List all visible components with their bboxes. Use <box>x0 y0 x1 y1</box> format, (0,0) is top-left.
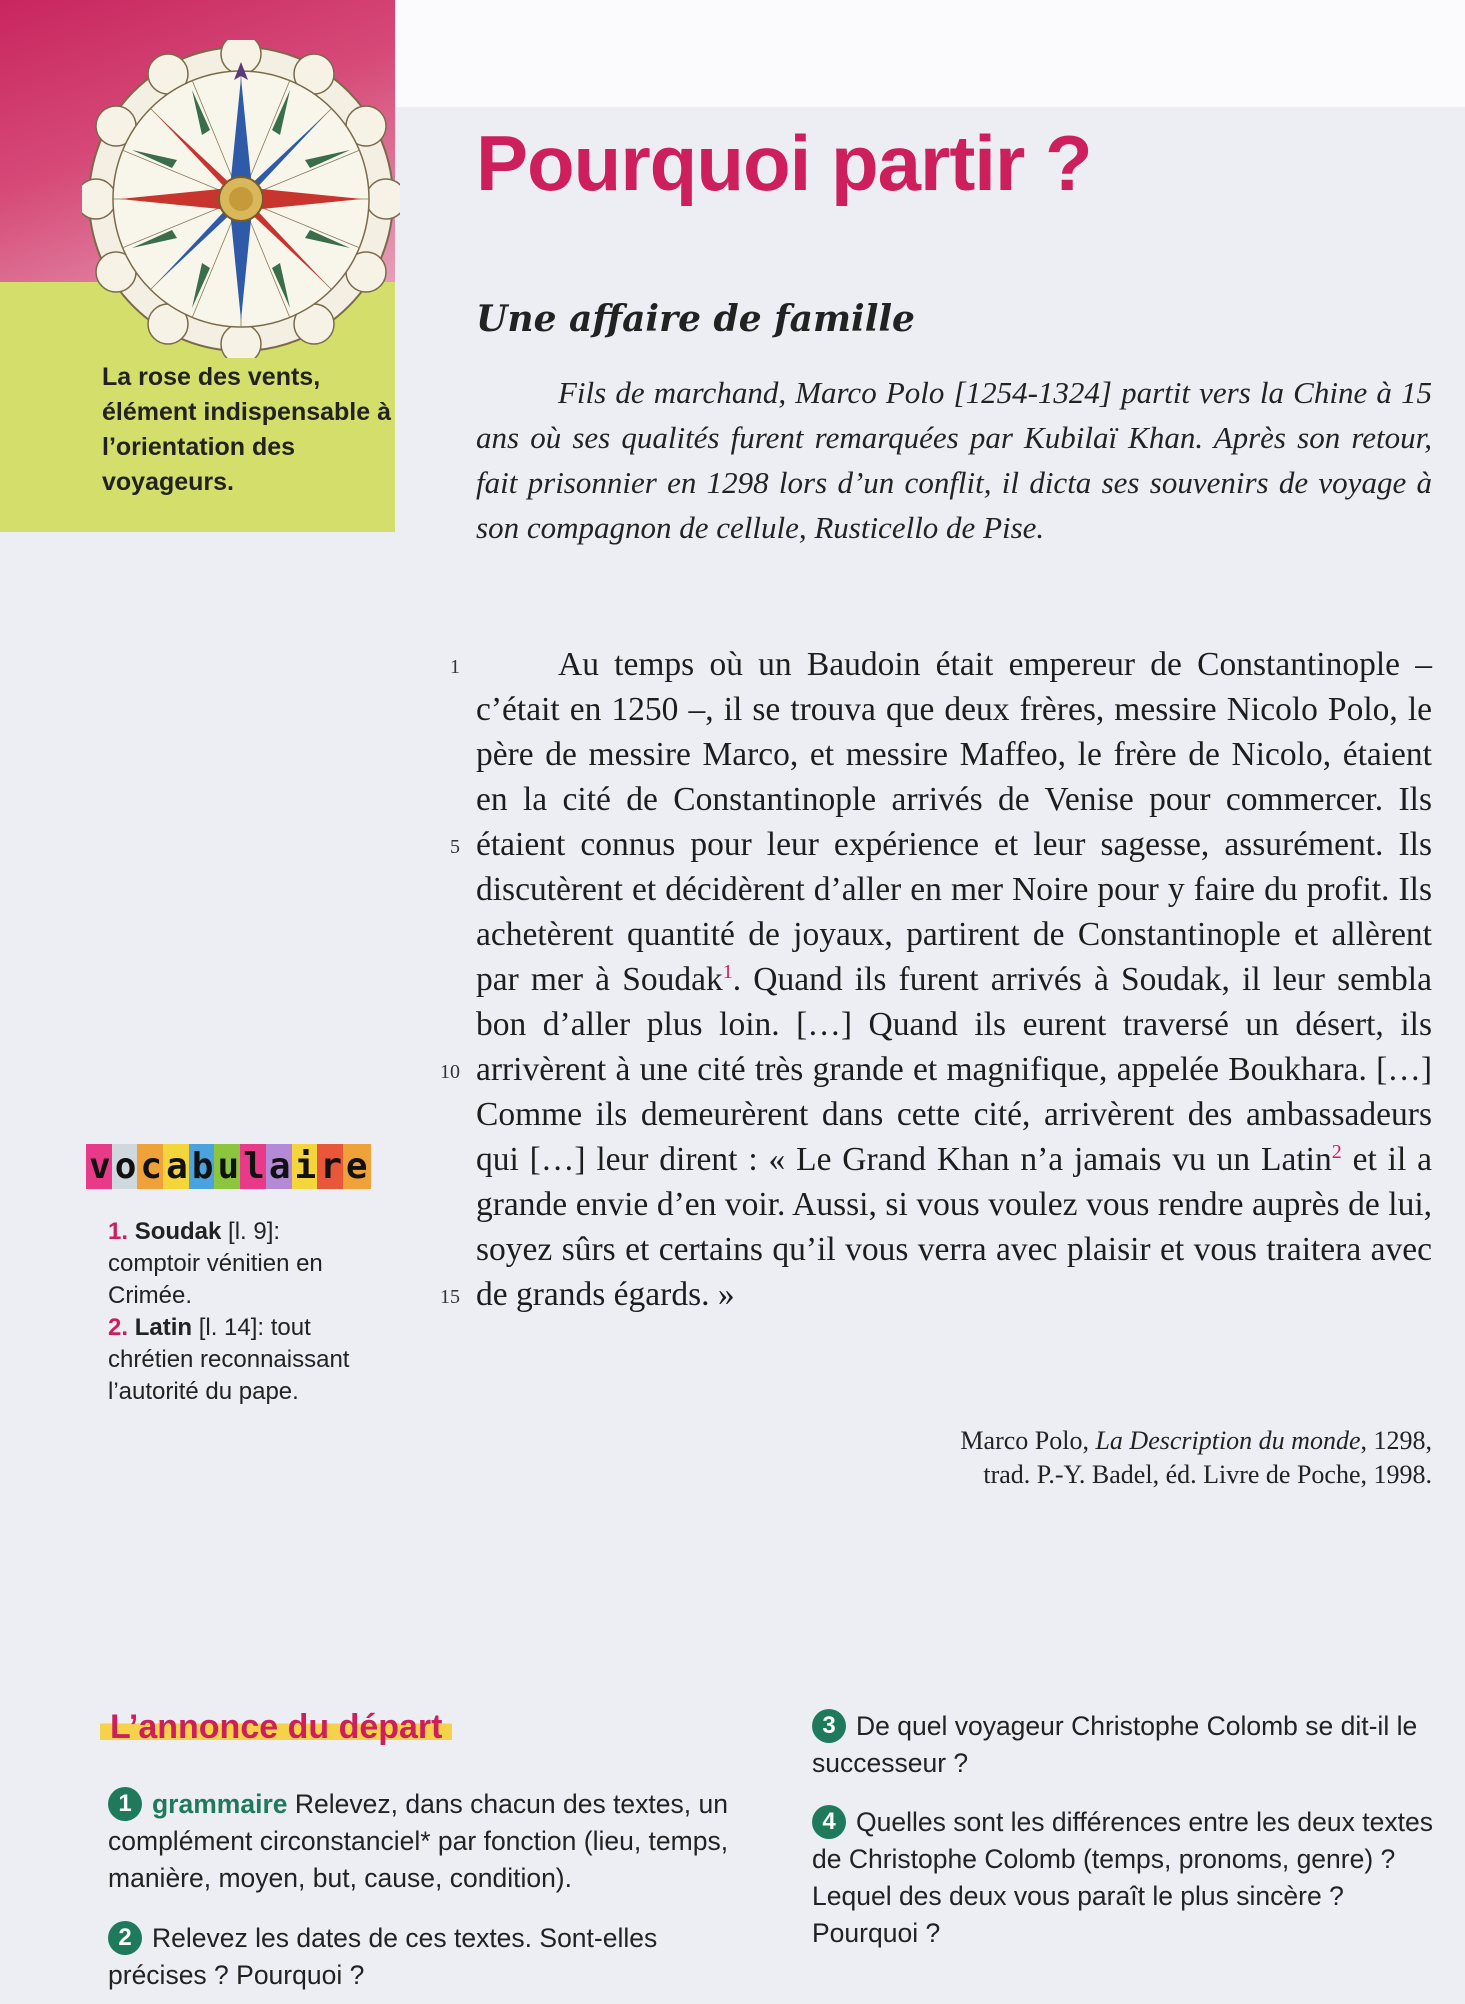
section-title: Une affaire de famille <box>476 298 915 340</box>
footnote-ref: 1 <box>722 960 733 983</box>
line-number: 1 <box>450 656 460 678</box>
question-label: grammaire <box>152 1789 288 1819</box>
line-number: 10 <box>440 1061 460 1083</box>
excerpt-text <box>476 642 1432 1317</box>
question-text: Relevez les dates de ces textes. Sont-elles précises ? Pourquoi ? <box>108 1923 658 1990</box>
vocabulary-title-letter: a <box>163 1144 191 1189</box>
footnote-ref: 2 <box>1331 1140 1342 1163</box>
line-number: 15 <box>440 1286 460 1308</box>
question-number-icon: 3 <box>812 1709 846 1743</box>
vocabulary-title-letter: r <box>317 1144 345 1189</box>
source-line2: trad. P.-Y. Badel, éd. Livre de Poche, 1998. <box>983 1460 1432 1489</box>
question-1 <box>108 1786 748 1897</box>
excerpt-part: Au temps où un Baudoin était empereur de Constantinople – c’était en 1250 –, il se trouva que deux frères, messire Nicolo Polo, le père de messire Marco, et messire Maffeo, le frère de Nicolo, étaient en la cité de Constantinople arrivés de Venise pour commercer. Ils étaient connus pour leur expérience et leur sagesse, assurément. Ils discutèrent et décidèrent d’aller en mer Noire pour y faire du profit. Ils achetèrent quantité de joyaux, partirent de Constantinople et allèrent par mer à Soudak <box>476 646 1432 998</box>
source-work: La Description du monde <box>1095 1426 1361 1455</box>
question-2 <box>108 1920 748 1994</box>
question-text: Relevez, dans chacun des textes, un complément circonstanciel* par fonction (lieu, temps, manière, moyen, but, cause, condition). <box>108 1789 729 1893</box>
source-citation <box>700 1424 1432 1492</box>
vocabulary-title-letter: l <box>240 1144 268 1189</box>
compass-caption: La rose des vents, élément indispensable à l’orientation des voyageurs. <box>102 363 391 496</box>
vocab-number: 1. <box>108 1218 129 1245</box>
compass-rose-illustration <box>82 40 400 358</box>
vocabulary-title <box>86 1140 369 1192</box>
excerpt-part: . Quand ils furent arrivés à Soudak, il leur sembla bon d’aller plus loin. […] Quand ils eurent traversé un désert, ils arrivèrent à une cité très grande et magnifique, appelée Boukhara. […] Comme ils demeurèrent dans cette cité, arrivèrent des ambassadeurs qui […] leur dirent : « Le Grand Khan n’a jamais vu un Latin <box>476 961 1432 1178</box>
questions-heading: L’annonce du départ <box>100 1708 452 1747</box>
question-3 <box>812 1708 1442 1782</box>
vocab-number: 2. <box>108 1314 129 1341</box>
vocabulary-title-letter: e <box>343 1144 371 1189</box>
intro-paragraph: Fils de marchand, Marco Polo [1254-1324] partit vers la Chine à 15 ans où ses qualités furent remarquées par Kubilaï Khan. Après son retour, fait prisonnier en 1298 lors d’un conflit, il dicta ses souvenirs de voyage à son compagnon de cellule, Rusticello de Pise. <box>476 375 1432 545</box>
question-4 <box>812 1804 1442 1952</box>
source-year: , 1298, <box>1360 1426 1432 1455</box>
question-text: Quelles sont les différences entre les deux textes de Christophe Colomb (temps, pronoms, genre) ? Lequel des deux vous paraît le plus sincère ? Pourquoi ? <box>812 1807 1433 1948</box>
vocabulary-title-letter: v <box>86 1144 114 1189</box>
vocab-term: Soudak <box>134 1218 222 1245</box>
vocabulary-title-letter: a <box>266 1144 294 1189</box>
vocabulary-item <box>108 1216 398 1312</box>
vocab-ref: [l. 9]: <box>228 1218 281 1245</box>
question-number-icon: 4 <box>812 1805 846 1839</box>
vocab-definition: comptoir vénitien en Crimée. <box>108 1250 323 1309</box>
vocab-ref: [l. 14]: <box>198 1314 265 1341</box>
vocabulary-title-letter: i <box>292 1144 320 1189</box>
vocabulary-list <box>108 1216 398 1408</box>
question-number-icon: 1 <box>108 1787 142 1821</box>
vocab-term: Latin <box>134 1314 193 1341</box>
excerpt-part: et il a grande envie d’en voir. Aussi, si vous voulez vous rendre auprès de lui, soyez sûrs et certains qu’il vous verra avec plaisir et vous traitera avec de grands égards. » <box>476 1141 1432 1313</box>
vocabulary-title-letter: c <box>137 1144 165 1189</box>
question-text: De quel voyageur Christophe Colomb se dit-il le successeur ? <box>812 1711 1418 1778</box>
question-number-icon: 2 <box>108 1921 142 1955</box>
page-title: Pourquoi partir ? <box>476 119 1092 207</box>
vocabulary-item <box>108 1312 398 1408</box>
vocabulary-title-letter: b <box>189 1144 217 1189</box>
compass-rose-icon <box>82 40 400 358</box>
vocabulary-title-letter: o <box>112 1144 140 1189</box>
vocabulary-title-letter: u <box>214 1144 242 1189</box>
line-number: 5 <box>450 836 460 858</box>
vocab-definition: tout chrétien reconnaissant l’autorité du pape. <box>108 1314 350 1405</box>
source-author: Marco Polo, <box>960 1426 1089 1455</box>
